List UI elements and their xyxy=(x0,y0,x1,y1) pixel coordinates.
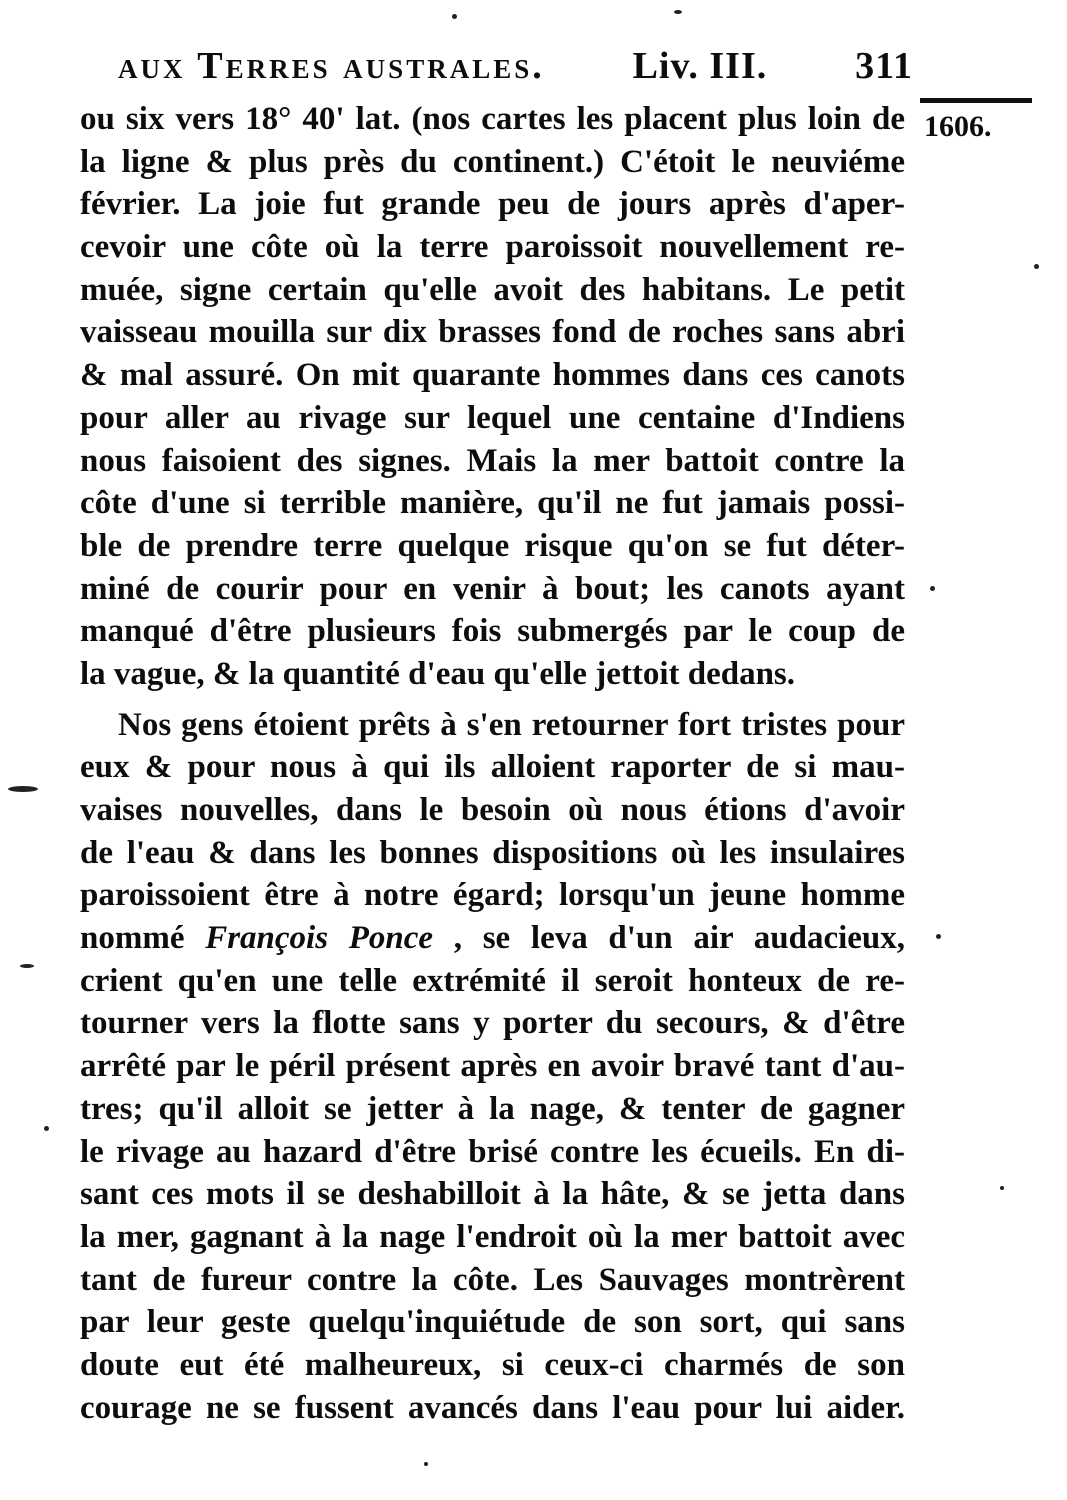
text-line: février. La joie fut grande peu de jours après d'aper- xyxy=(80,186,905,223)
scan-speck xyxy=(930,586,935,591)
text-line: côte d'une si terrible manière, qu'il ne fut jamais possi- xyxy=(80,485,905,522)
text-line: par leur geste quelqu'inquiétude de son sort, qui sans xyxy=(80,1304,905,1341)
text-line: vaisseau mouilla sur dix brasses fond de roches sans abri xyxy=(80,314,905,351)
scan-speck xyxy=(20,964,34,968)
scan-speck xyxy=(1034,264,1039,269)
margin-year: 1606. xyxy=(924,110,992,143)
text-fragment: , se leva d'un air audacieux, xyxy=(453,920,905,957)
scan-speck xyxy=(424,1462,428,1466)
book-number: Liv. III. xyxy=(632,45,768,87)
running-header xyxy=(118,44,913,88)
text-line: doute eut été malheureux, si ceux-ci charmés de son xyxy=(80,1346,905,1383)
page-number: 311 xyxy=(855,45,913,87)
text-line: ble de prendre terre quelque risque qu'on se fut déter- xyxy=(80,527,905,564)
text-line: miné de courir pour en venir à bout; les canots ayant xyxy=(80,570,905,607)
text-line: la ligne & plus près du continent.) C'étoit le neuviéme xyxy=(80,143,905,180)
text-line: tant de fureur contre la côte. Les Sauvages montrèrent xyxy=(80,1261,905,1298)
text-line: sant ces mots il se deshabilloit à la hâte, & se jetta dans xyxy=(80,1176,905,1213)
text-line: la mer, gagnant à la nage l'endroit où la mer battoit avec xyxy=(80,1218,905,1255)
text-line: nous faisoient des signes. Mais la mer battoit contre la xyxy=(80,442,905,479)
text-line: ou six vers 18° 40' lat. (nos cartes les placent plus loin de xyxy=(80,101,905,137)
scan-speck xyxy=(452,14,457,19)
text-line: de l'eau & dans les bonnes dispositions où les insulaires xyxy=(80,834,905,871)
text-fragment: nommé xyxy=(80,920,185,957)
paragraph-gap xyxy=(80,696,905,704)
running-title: aux Terres australes. xyxy=(118,45,545,87)
margin-rule xyxy=(920,98,1032,103)
paragraph-1 xyxy=(80,98,905,696)
text-line: cevoir une côte où la terre paroissoit nouvellement re- xyxy=(80,229,905,266)
scan-speck xyxy=(674,10,682,14)
text-line: & mal assuré. On mit quarante hommes dans ces canots xyxy=(80,357,905,394)
text-line: la vague, & la quantité d'eau qu'elle jettoit dedans. xyxy=(80,655,796,692)
text-line-with-name xyxy=(80,917,905,960)
text-line: manqué d'être plusieurs fois submergés par le coup de xyxy=(80,613,905,650)
text-line: Nos gens étoient prêts à s'en retourner fort tristes pour xyxy=(118,706,905,743)
scan-speck xyxy=(1000,1186,1004,1190)
text-line: le rivage au hazard d'être brisé contre les écueils. En di- xyxy=(80,1133,905,1170)
text-line: pour aller au rivage sur lequel une centaine d'Indiens xyxy=(80,399,905,436)
person-name: François Ponce xyxy=(205,920,434,957)
scan-speck xyxy=(936,934,941,939)
paragraph-2 xyxy=(80,704,905,1430)
text-line: muée, signe certain qu'elle avoit des habitans. Le petit xyxy=(80,271,905,308)
text-line: courage ne se fussent avancés dans l'eau pour lui aider. xyxy=(80,1389,905,1426)
text-line: tres; qu'il alloit se jetter à la nage, & tenter de gagner xyxy=(80,1090,905,1127)
text-line: tourner vers la flotte sans y porter du secours, & d'être xyxy=(80,1005,905,1042)
body-text xyxy=(80,98,905,1429)
text-line: paroissoient être à notre égard; lorsqu'un jeune homme xyxy=(80,877,905,914)
text-line: eux & pour nous à qui ils alloient raporter de si mau- xyxy=(80,749,905,786)
scan-speck xyxy=(44,1126,49,1131)
text-line: arrêté par le péril présent après en avoir bravé tant d'au- xyxy=(80,1048,905,1085)
scan-speck xyxy=(8,786,38,792)
text-line: vaises nouvelles, dans le besoin où nous étions d'avoir xyxy=(80,792,905,828)
text-line: crient qu'en une telle extrémité il seroit honteux de re- xyxy=(80,962,905,999)
